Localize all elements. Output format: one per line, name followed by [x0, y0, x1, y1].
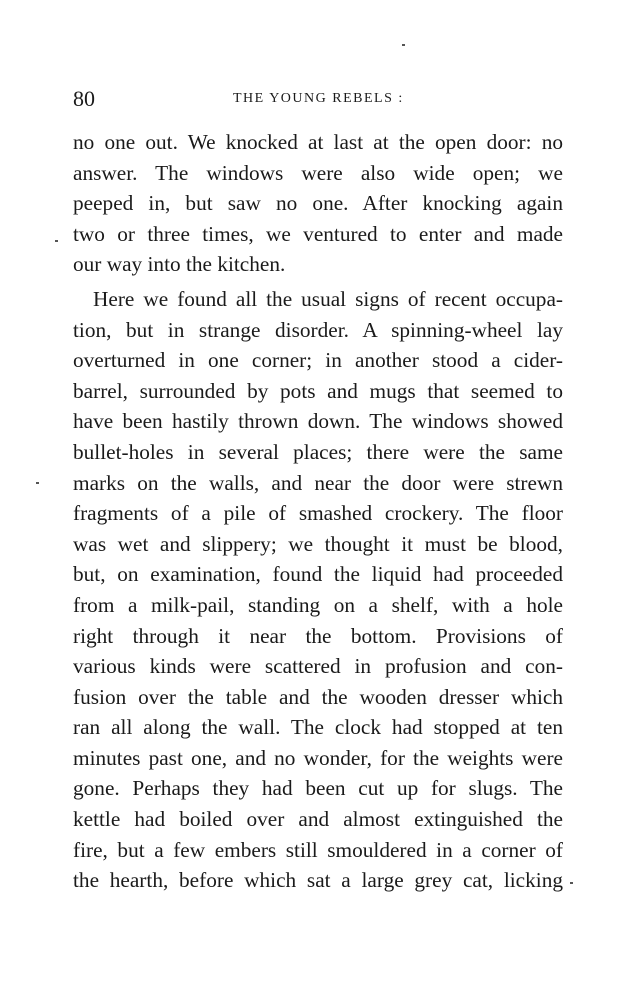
text-line: two or three times, we ventured to enter and made [73, 221, 563, 246]
text-line: overturned in one corner; in another stood a cider- [73, 348, 563, 373]
print-speck [55, 240, 58, 242]
page-header [73, 86, 563, 116]
text-line: peeped in, but saw no one. After knocking again [73, 191, 563, 216]
print-speck [36, 482, 39, 484]
text-line: answer. The windows were also wide open; we [73, 160, 563, 185]
text-line: from a milk-pail, standing on a shelf, with a hole [73, 592, 563, 617]
text-line: fire, but a few embers still smouldered in a corner of [73, 837, 563, 862]
print-speck [402, 44, 405, 46]
text-line: no one out. We knocked at last at the open door: no [73, 130, 563, 154]
running-head: THE YOUNG REBELS : [233, 91, 404, 106]
text-line: but, on examination, found the liquid had proceeded [73, 562, 563, 587]
text-line: barrel, surrounded by pots and mugs that seemed to [73, 378, 563, 403]
text-line: the hearth, before which sat a large grey cat, licking [73, 868, 563, 893]
text-line: was wet and slippery; we thought it must be blood, [73, 531, 563, 556]
text-line: kettle had boiled over and almost extinguished the [73, 807, 563, 832]
text-line: minutes past one, and no wonder, for the weights were [73, 745, 563, 770]
text-line: have been hastily thrown down. The windows showed [73, 409, 563, 434]
text-line: various kinds were scattered in profusion and con- [73, 654, 563, 679]
text-line: ran all along the wall. The clock had stopped at ten [73, 715, 563, 740]
text-line: gone. Perhaps they had been cut up for slugs. The [73, 776, 563, 801]
text-line: our way into the kitchen. [73, 252, 286, 277]
page-number: 80 [73, 86, 95, 111]
text-line: bullet-holes in several places; there were the same [73, 439, 563, 464]
print-speck [570, 882, 573, 884]
text-line: Here we found all the usual signs of recent occupa- [93, 286, 563, 311]
text-line: tion, but in strange disorder. A spinning-wheel lay [73, 317, 563, 342]
text-line: right through it near the bottom. Provisions of [73, 623, 563, 648]
text-line: marks on the walls, and near the door were strewn [73, 470, 563, 495]
text-line: fragments of a pile of smashed crockery. The floor [73, 501, 563, 526]
body-text [73, 127, 563, 896]
text-line: fusion over the table and the wooden dresser which [73, 684, 563, 709]
